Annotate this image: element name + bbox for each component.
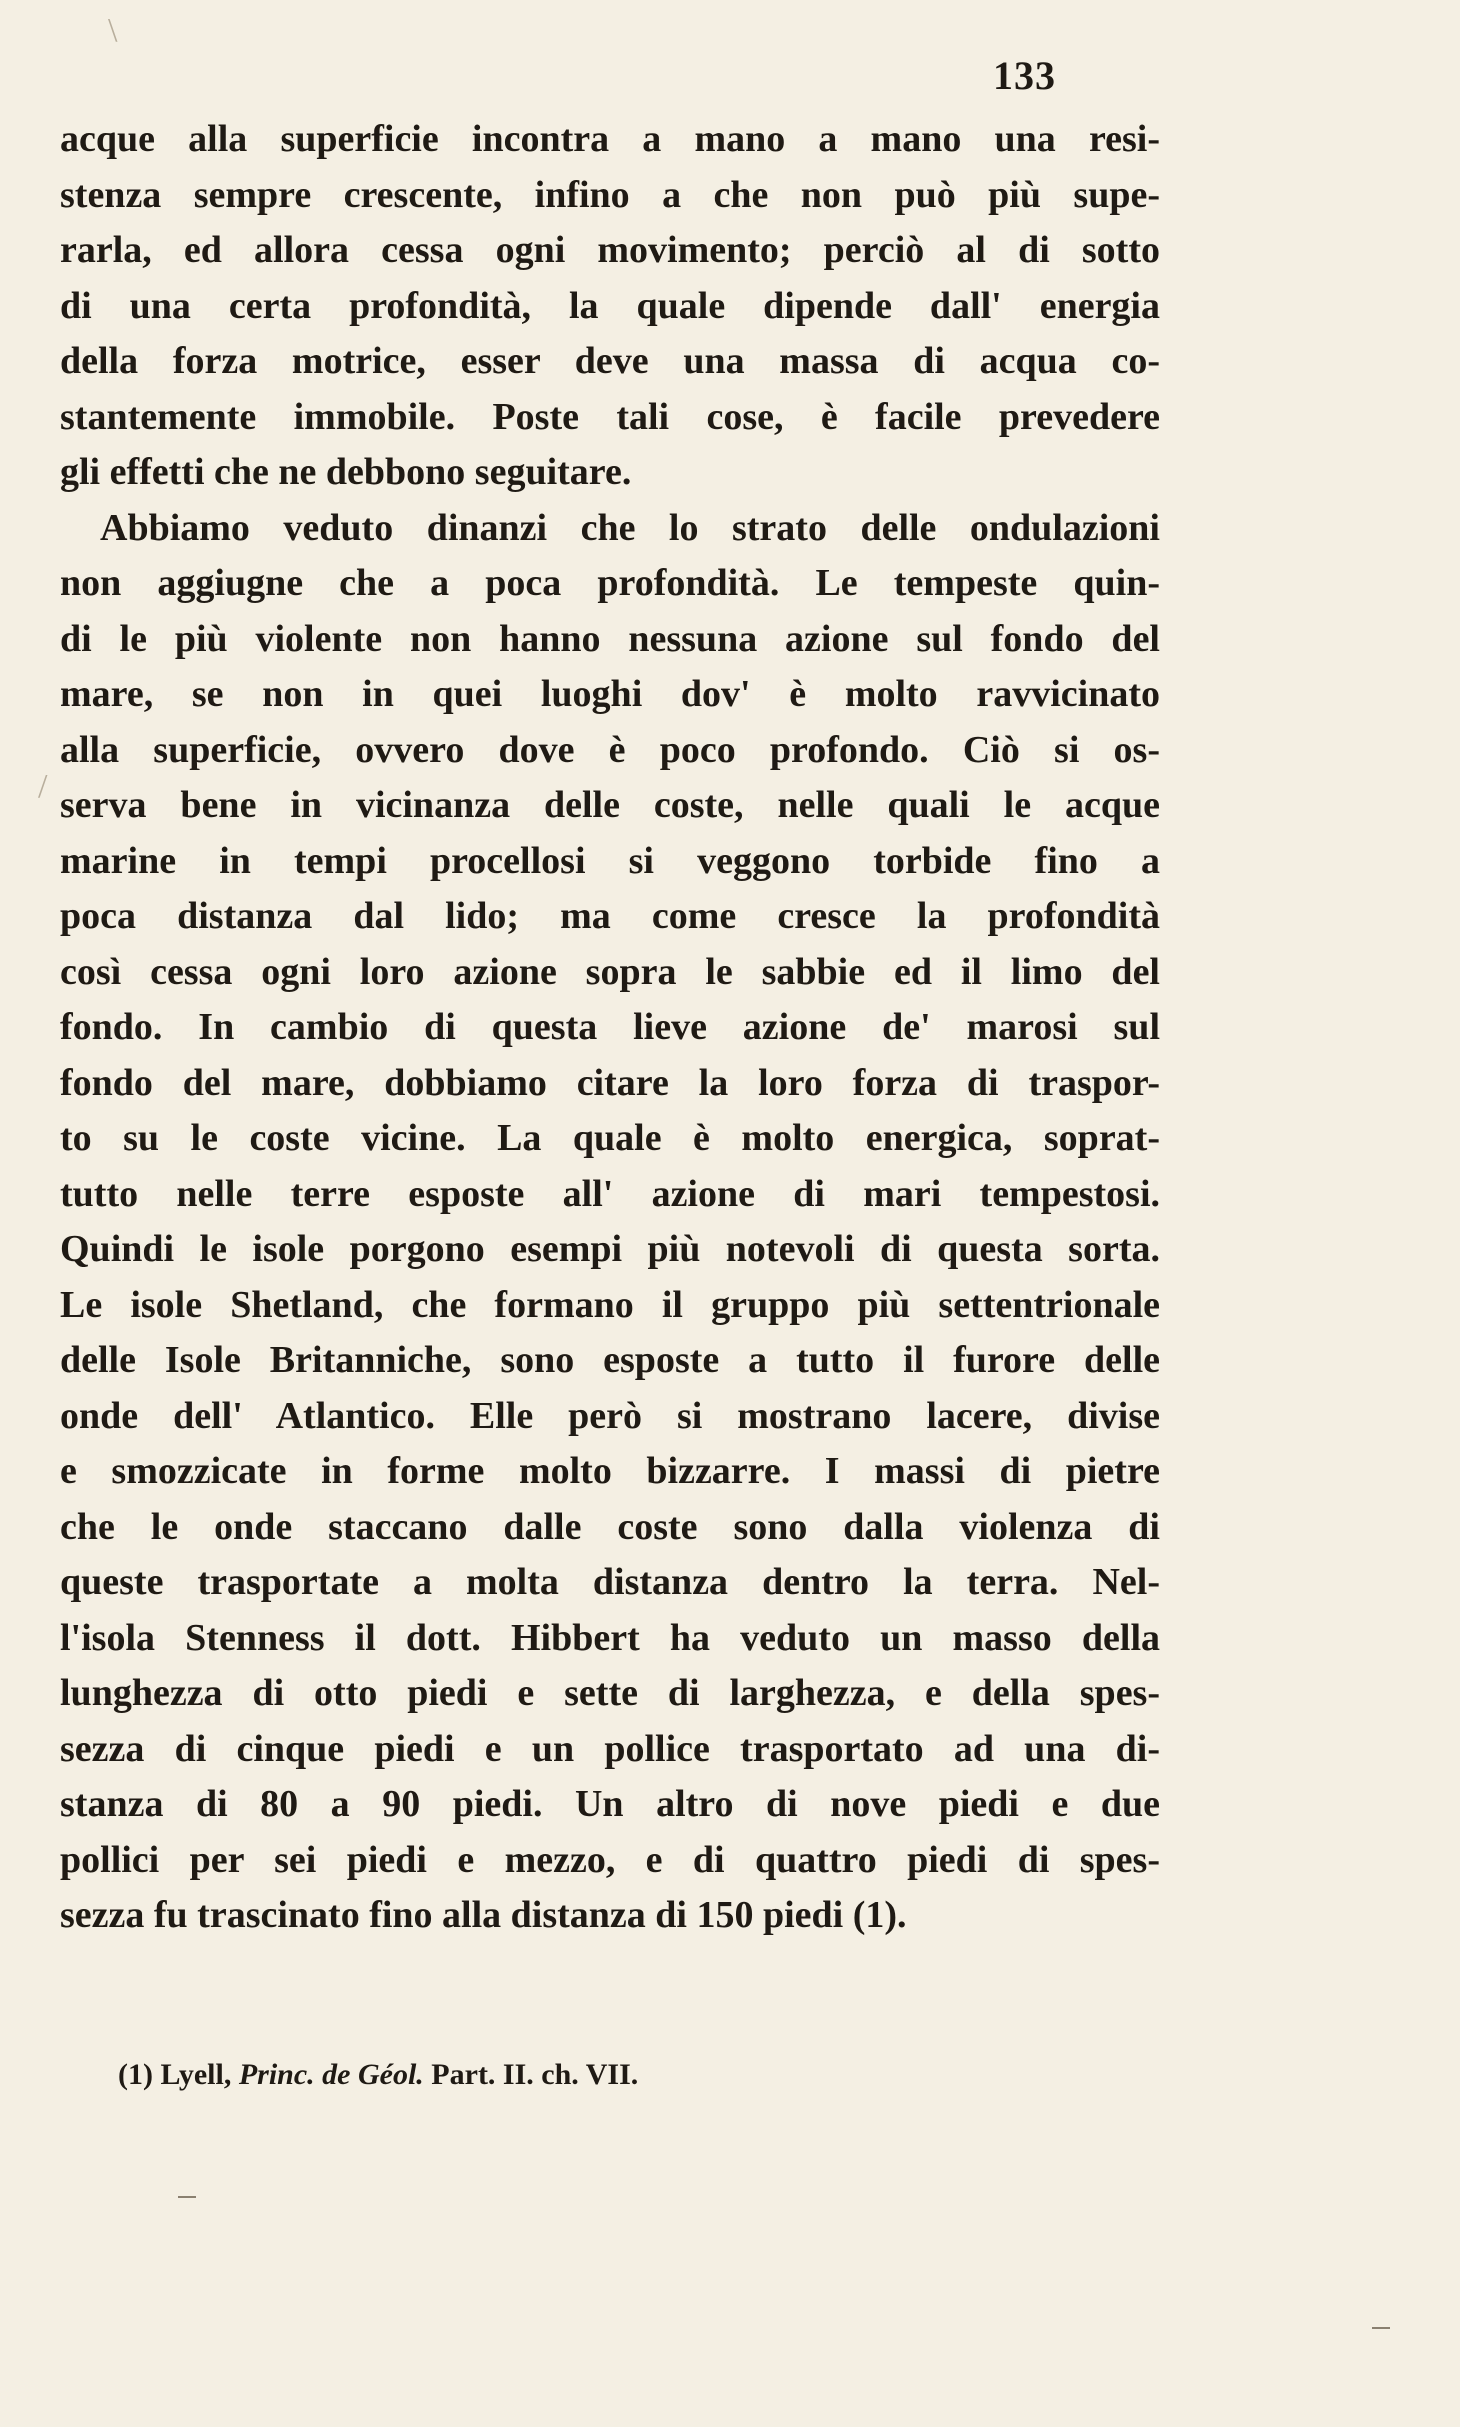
text-line: stenza sempre crescente, infino a che non può più supe-: [60, 173, 1160, 216]
footnote-marker: (1) Lyell,: [118, 2058, 232, 2091]
text-line: lunghezza di otto piedi e sette di larghezza, e della spes-: [60, 1672, 1160, 1714]
smudge-mark: [1372, 2327, 1390, 2329]
text-line: alla superficie, ovvero dove è poco profondo. Ciò si os-: [60, 728, 1160, 771]
text-line: rarla, ed allora cessa ogni movimento; perciò al di sotto: [60, 229, 1160, 271]
text-line: Quindi le isole porgono esempi più notevoli di questa sorta.: [60, 1228, 1160, 1270]
margin-mark: /: [38, 768, 48, 805]
text-line: non aggiugne che a poca profondità. Le tempeste quin-: [60, 562, 1160, 604]
text-line: Le isole Shetland, che formano il gruppo più settentrionale: [60, 1283, 1160, 1326]
text-line: della forza motrice, esser deve una massa di acqua co-: [60, 340, 1160, 382]
text-line: fondo del mare, dobbiamo citare la loro forza di traspor-: [60, 1061, 1160, 1104]
text-line: sezza di cinque piedi e un pollice trasportato ad una di-: [60, 1727, 1160, 1770]
text-line: pollici per sei piedi e mezzo, e di quattro piedi di spes-: [60, 1838, 1160, 1881]
text-line: mare, se non in quei luoghi dov' è molto ravvicinato: [60, 673, 1160, 715]
text-line: to su le coste vicine. La quale è molto energica, soprat-: [60, 1117, 1160, 1159]
text-line: queste trasportate a molta distanza dentro la terra. Nel-: [60, 1561, 1160, 1603]
footnote: [118, 2058, 638, 2092]
text-line: tutto nelle terre esposte all' azione di mari tempestosi.: [60, 1172, 1160, 1215]
text-line: onde dell' Atlantico. Elle però si mostrano lacere, divise: [60, 1394, 1160, 1437]
text-line: serva bene in vicinanza delle coste, nelle quali le acque: [60, 784, 1160, 826]
margin-mark: \: [108, 12, 118, 49]
text-line: fondo. In cambio di questa lieve azione de' marosi sul: [60, 1006, 1160, 1048]
smudge-mark: [178, 2196, 196, 2198]
text-line: marine in tempi procellosi si veggono torbide fino a: [60, 839, 1160, 882]
footnote-reference: Part. II. ch. VII.: [431, 2058, 639, 2091]
text-line: così cessa ogni loro azione sopra le sabbie ed il limo del: [60, 950, 1160, 993]
text-line: Abbiamo veduto dinanzi che lo strato delle ondulazioni: [100, 506, 1160, 549]
text-line: acque alla superficie incontra a mano a mano una resi-: [60, 118, 1160, 160]
text-line: gli effetti che ne debbono seguitare.: [60, 451, 632, 493]
body-text: [60, 112, 1160, 1944]
text-line: di una certa profondità, la quale dipende dall' energia: [60, 284, 1160, 327]
text-line: delle Isole Britanniche, sono esposte a tutto il furore delle: [60, 1339, 1160, 1381]
text-line: l'isola Stenness il dott. Hibbert ha veduto un masso della: [60, 1616, 1160, 1659]
footnote-title: Princ. de Géol.: [238, 2058, 424, 2091]
text-line: di le più violente non hanno nessuna azione sul fondo del: [60, 617, 1160, 660]
text-line: sezza fu trascinato fino alla distanza di 150 piedi (1).: [60, 1894, 907, 1936]
text-line: stanza di 80 a 90 piedi. Un altro di nove piedi e due: [60, 1783, 1160, 1825]
text-line: e smozzicate in forme molto bizzarre. I massi di pietre: [60, 1450, 1160, 1492]
page-number: 133: [993, 53, 1056, 98]
text-line: stantemente immobile. Poste tali cose, è facile prevedere: [60, 395, 1160, 438]
text-line: che le onde staccano dalle coste sono dalla violenza di: [60, 1505, 1160, 1548]
text-line: poca distanza dal lido; ma come cresce la profondità: [60, 895, 1160, 937]
